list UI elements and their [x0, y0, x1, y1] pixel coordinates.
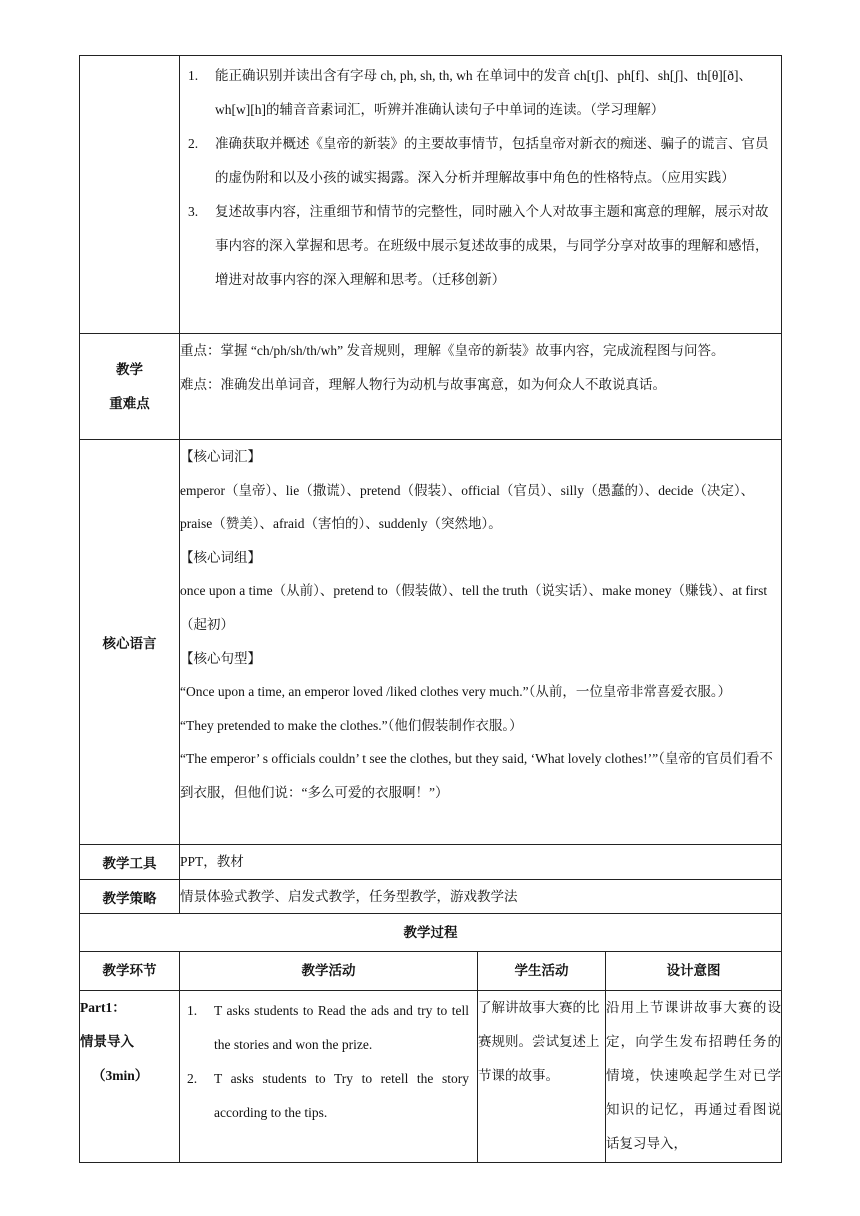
- header-student-activity: 学生活动: [478, 952, 606, 991]
- phrase-heading: 【核心词组】: [180, 549, 261, 565]
- objective-text: 复述故事内容，注重细节和情节的完整性，同时融入个人对故事主题和寓意的理解，展示对故事内容的深入掌握和思考。在班级中展示复述故事的成果，与同学分享对故事的理解和感悟，增进对故事内容的深入理解和思考。（迁移创新）: [215, 204, 769, 287]
- difficulty-text: 难点：准确发出单词音，理解人物行为动机与故事寓意，如为何众人不敢说真话。: [180, 377, 666, 392]
- objective-item: 3. 复述故事内容，注重细节和情节的完整性，同时融入个人对故事主题和寓意的理解，展示对故事内容的深入掌握和思考。在班级中展示复述故事的成果，与同学分享对故事的理解和感悟，增进对故事内容的深入理解和思考。（迁移创新）: [188, 204, 769, 287]
- part1-label-cell: [80, 991, 180, 1163]
- objective-item: 1. 能正确识别并读出含有字母 ch, ph, sh, th, wh 在单词中的发音 ch[tʃ]、ph[f]、sh[ʃ]、th[θ][ð]、wh[w][h]的辅音音素词汇，听辨并准确认读句子中单词的连读。（学习理解）: [188, 68, 753, 117]
- focus-content-cell: [180, 334, 782, 440]
- key-point-text: 重点：掌握 “ch/ph/sh/th/wh” 发音规则，理解《皇帝的新装》故事内容，完成流程图与问答。: [180, 343, 725, 358]
- core-language-row: [80, 440, 782, 845]
- phrases-text: once upon a time（从前）、pretend to（假装做）、tell the truth（说实话）、make money（赚钱）、at first（起初）: [180, 583, 768, 632]
- core-language-cell: [180, 440, 782, 845]
- process-header-row: [80, 952, 782, 991]
- strategy-row: [80, 880, 782, 914]
- objective-text: 准确获取并概述《皇帝的新装》的主要故事情节，包括皇帝对新衣的痴迷、骗子的谎言、官员的虚伪附和以及小孩的诚实揭露。深入分析并理解故事中角色的性格特点。（应用实践）: [215, 136, 769, 185]
- objective-text: 能正确识别并读出含有字母 ch, ph, sh, th, wh 在单词中的发音 ch[tʃ]、ph[f]、sh[ʃ]、th[θ][ð]、wh[w][h]的辅音音素词汇，听辨并准确认读句子中单词的连读。（学习理解）: [215, 68, 753, 117]
- vocab-heading: 【核心词汇】: [180, 449, 261, 464]
- focus-row: [80, 334, 782, 440]
- part1-duration: （3min）: [92, 1068, 149, 1083]
- lesson-plan-table: [79, 55, 782, 1163]
- strategy-value: 情景体验式教学、启发式教学，任务型教学，游戏教学法: [180, 880, 782, 914]
- teacher-activity-item: 1. T asks students to Read the ads and try to tell the stories and won the prize.: [187, 1003, 469, 1052]
- vocab-text: emperor（皇帝）、lie（撒谎）、pretend（假装）、official（官员）、silly（愚蠢的）、decide（决定）、praise（赞美）、afraid（害怕的）、suddenly（突然地）。: [180, 482, 755, 532]
- part1-student-activity: 了解讲故事大赛的比赛规则。尝试复述上节课的故事。: [478, 991, 606, 1163]
- sentence-3: “The emperor’ s officials couldn’ t see the clothes, but they said, ‘What lovely clothes!’”（皇帝的官员们看不到衣服，但他们说：“多么可爱的衣服啊！”）: [180, 751, 773, 800]
- part1-design-intent: 沿用上节课讲故事大赛的设定，向学生发布招聘任务的情境，快速唤起学生对已学知识的记忆，再通过看图说话复习导入，: [606, 991, 782, 1163]
- tools-label: 教学工具: [80, 845, 180, 880]
- objectives-label-cell: [80, 56, 180, 334]
- strategy-label: 教学策略: [80, 880, 180, 914]
- teacher-activity-item: 2. T asks students to Try to retell the story according to the tips.: [187, 1071, 469, 1120]
- header-teacher-activity: 教学活动: [180, 952, 478, 991]
- process-title: 教学过程: [80, 914, 782, 952]
- sentence-2: “They pretended to make the clothes.”（他们假装制作衣服。）: [180, 717, 523, 733]
- part1-line1: Part1：: [80, 1000, 126, 1015]
- objectives-list: [180, 56, 781, 297]
- process-title-row: [80, 914, 782, 952]
- sentence-1: “Once upon a time, an emperor loved /liked clothes very much.”（从前，一位皇帝非常喜爱衣服。）: [180, 684, 732, 700]
- teacher-activity-list: [180, 991, 477, 1130]
- tools-value: PPT，教材: [180, 845, 782, 880]
- focus-label-line2: 重难点: [109, 395, 150, 411]
- objective-item: 2. 准确获取并概述《皇帝的新装》的主要故事情节，包括皇帝对新衣的痴迷、骗子的谎言、官员的虚伪附和以及小孩的诚实揭露。深入分析并理解故事中角色的性格特点。（应用实践）: [188, 136, 769, 185]
- part1-line2: 情景导入: [80, 1034, 134, 1049]
- objectives-cell: [180, 56, 782, 334]
- objectives-row: [80, 56, 782, 334]
- focus-label-cell: [80, 334, 180, 440]
- part1-teacher-activity: [180, 991, 478, 1163]
- tools-row: [80, 845, 782, 880]
- header-stage: 教学环节: [80, 952, 180, 991]
- sentence-heading: 【核心句型】: [180, 650, 261, 666]
- part1-row: [80, 991, 782, 1163]
- header-design-intent: 设计意图: [606, 952, 782, 991]
- core-language-label: 核心语言: [80, 440, 180, 845]
- focus-label-line1: 教学: [116, 361, 143, 377]
